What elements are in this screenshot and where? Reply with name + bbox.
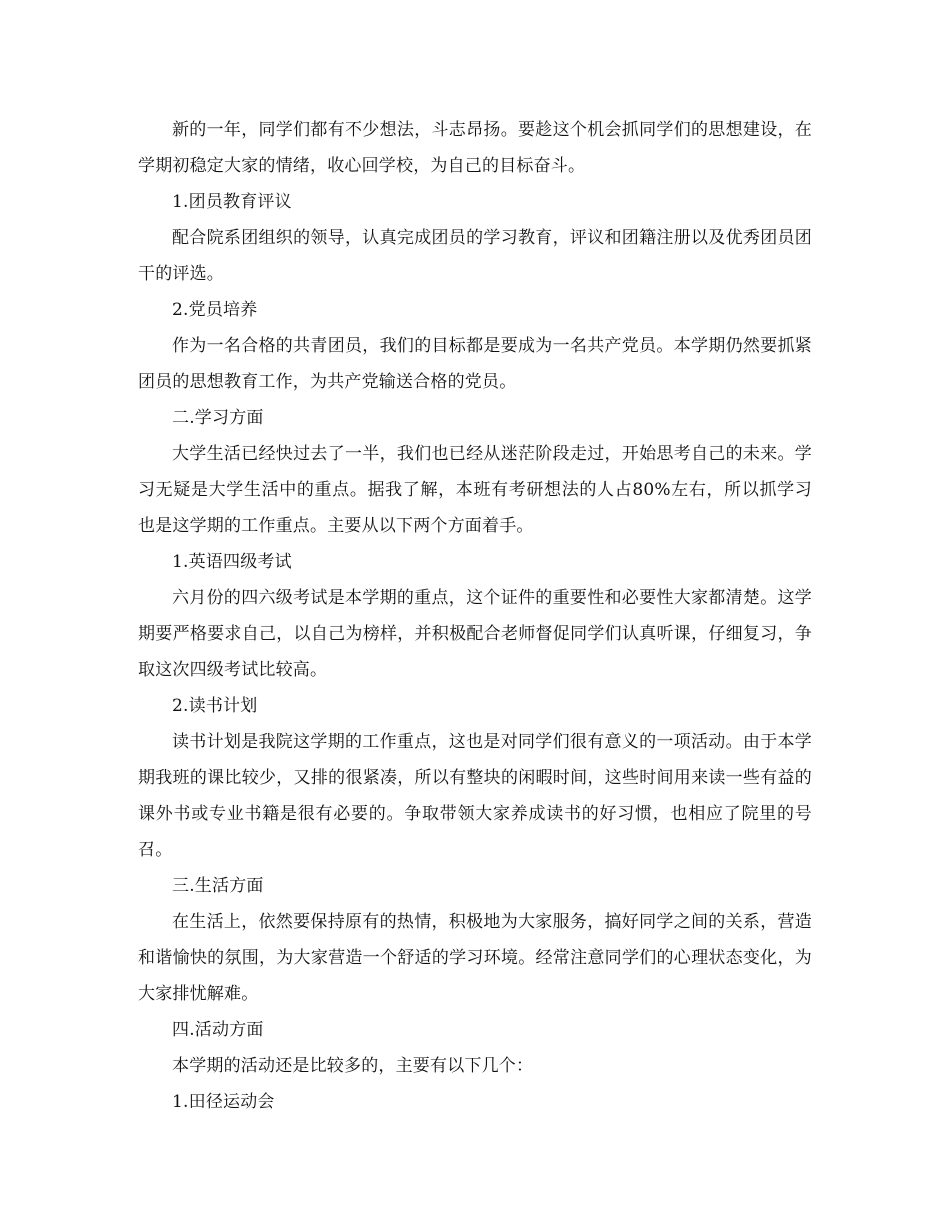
paragraph: 新的一年，同学们都有不少想法，斗志昂扬。要趁这个机会抓同学们的思想建设，在学期初稳定大家的情绪，收心回学校，为自己的目标奋斗。 xyxy=(138,120,812,176)
paragraph: 作为一名合格的共青团员，我们的目标都是要成为一名共产党员。本学期仍然要抓紧团员的思想教育工作，为共产党输送合格的党员。 xyxy=(138,336,812,392)
section-heading: 2.党员培养 xyxy=(172,300,258,320)
paragraph: 在生活上，依然要保持原有的热情，积极地为大家服务，搞好同学之间的关系，营造和谐愉快的氛围，为大家营造一个舒适的学习环境。经常注意同学们的心理状态变化，为大家排忧解难。 xyxy=(138,912,812,1004)
section-heading: 四.活动方面 xyxy=(172,1020,264,1040)
paragraph: 本学期的活动还是比较多的，主要有以下几个： xyxy=(172,1056,534,1076)
section-heading: 三.生活方面 xyxy=(172,876,264,896)
paragraph: 配合院系团组织的领导，认真完成团员的学习教育，评议和团籍注册以及优秀团员团干的评选。 xyxy=(138,228,812,284)
section-heading: 1.团员教育评议 xyxy=(172,192,292,212)
section-heading: 二.学习方面 xyxy=(172,408,264,428)
section-heading: 1.英语四级考试 xyxy=(172,552,292,572)
paragraph: 大学生活已经快过去了一半，我们也已经从迷茫阶段走过，开始思考自己的未来。学习无疑是大学生活中的重点。据我了解，本班有考研想法的人占80%左右，所以抓学习也是这学期的工作重点。主要从以下两个方面着手。 xyxy=(138,444,812,536)
section-heading: 2.读书计划 xyxy=(172,696,258,716)
section-heading: 1.田径运动会 xyxy=(172,1092,275,1112)
document-body xyxy=(138,112,812,1120)
paragraph: 六月份的四六级考试是本学期的重点，这个证件的重要性和必要性大家都清楚。这学期要严格要求自己，以自己为榜样，并积极配合老师督促同学们认真听课，仔细复习，争取这次四级考试比较高。 xyxy=(138,588,812,680)
paragraph: 读书计划是我院这学期的工作重点，这也是对同学们很有意义的一项活动。由于本学期我班的课比较少，又排的很紧凑，所以有整块的闲暇时间，这些时间用来读一些有益的课外书或专业书籍是很有必要的。争取带领大家养成读书的好习惯，也相应了院里的号召。 xyxy=(138,732,812,860)
